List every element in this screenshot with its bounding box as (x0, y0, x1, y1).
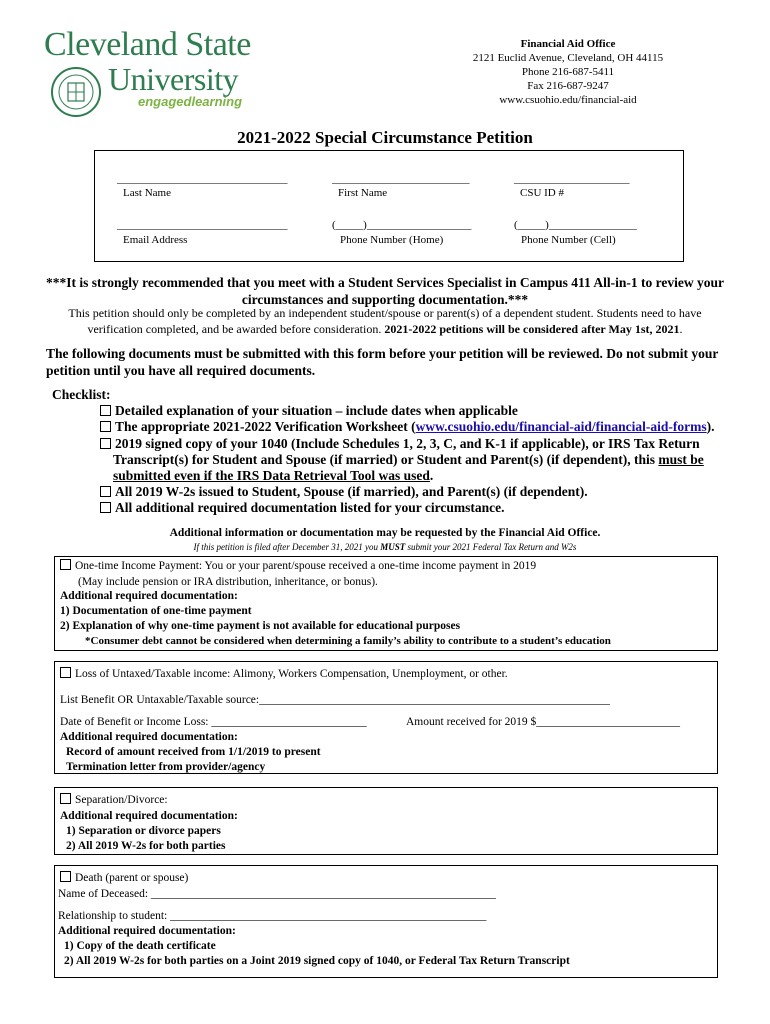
required-doc: 2) All 2019 W-2s for both parties (66, 840, 226, 852)
office-info (460, 37, 676, 107)
benefit-source-field[interactable]: List Benefit OR Untaxable/Taxable source:_____________________________________________________________ (60, 694, 610, 706)
option-text: Death (parent or spouse) (75, 872, 189, 884)
checklist-item[interactable] (100, 484, 588, 501)
email-label: Email Address (123, 234, 188, 246)
petition-note-text: This petition should only be completed by an independent student/spouse or parent(s) of a dependent student. Students need to have verification completed, and be awarded before consideration. (68, 306, 702, 336)
checkbox-icon[interactable] (60, 793, 71, 804)
must-submit-text: The following documents must be submitted with this form before your petition will be reviewed. Do not submit your petition until you have all required documents. (46, 346, 719, 378)
required-doc: 2) All 2019 W-2s for both parties on a Joint 2019 signed copy of 1040, or Federal Tax Return Transcript (64, 955, 570, 967)
checklist-item-text: Detailed explanation of your situation – include dates when applicable (115, 403, 518, 418)
logo-text-cleveland-state: Cleveland State (44, 26, 251, 63)
petition-date-note: 2021-2022 petitions will be considered after May 1st, 2021 (384, 322, 680, 336)
checkbox-icon[interactable] (100, 438, 111, 449)
option-text: Loss of Untaxed/Taxable income: Alimony, Workers Compensation, Unemployment, or other. (75, 668, 508, 680)
option-detail: (May include pension or IRA distribution, inheritance, or bonus). (78, 576, 378, 588)
office-phone: Phone 216-687-5411 (521, 66, 615, 78)
checkbox-icon[interactable] (60, 871, 71, 882)
checklist-item[interactable] (100, 419, 715, 436)
benefit-date-field[interactable]: Date of Benefit or Income Loss: ___________________________ (60, 716, 367, 728)
petition-note: This petition should only be completed by an independent student/spouse or parent(s) of a dependent student. Students need to have verification completed, and be awarded before consideration. 2021-2022 petitions will be considered after May 1st, 2021. (68, 306, 702, 336)
office-address: 2121 Euclid Avenue, Cleveland, OH 44115 (472, 52, 664, 64)
csu-id-label: CSU ID # (520, 187, 565, 199)
amount-received-field[interactable]: Amount received for 2019 $_________________________ (406, 716, 681, 728)
required-doc: Record of amount received from 1/1/2019 to present (66, 746, 321, 758)
checklist-item[interactable] (100, 500, 505, 517)
page-title: 2021-2022 Special Circumstance Petition (237, 128, 533, 147)
phone-home-label: Phone Number (Home) (340, 234, 444, 246)
phone-cell-label: Phone Number (Cell) (521, 234, 616, 246)
first-name-field[interactable]: _________________________ (332, 173, 470, 185)
checkbox-icon[interactable] (100, 421, 111, 432)
office-name: Financial Aid Office (520, 38, 616, 50)
checklist-item-text: All additional required documentation listed for your circumstance. (115, 500, 505, 515)
death-option[interactable] (60, 871, 188, 886)
additional-info-text: Additional information or documentation may be requested by the Financial Aid Office. (169, 527, 601, 539)
checkbox-icon[interactable] (100, 486, 111, 497)
required-doc: 1) Separation or divorce papers (66, 825, 221, 837)
consumer-debt-note: *Consumer debt cannot be considered when determining a family’s ability to contribute to a student’s education (85, 635, 611, 647)
checkbox-icon[interactable] (100, 405, 111, 416)
office-web[interactable]: www.csuohio.edu/financial-aid (499, 94, 637, 106)
required-doc: 1) Copy of the death certificate (64, 940, 216, 952)
university-seal-icon (50, 66, 102, 118)
option-text: Separation/Divorce: (75, 794, 168, 806)
relationship-field[interactable]: Relationship to student: _______________________________________________________ (58, 910, 487, 922)
checklist-item-text: The appropriate 2021-2022 Verification Worksheet ( (115, 419, 416, 434)
one-time-income-option[interactable] (60, 559, 536, 574)
checklist-item-text: 2019 signed copy of your 1040 (Include Schedules 1, 2, 3, C, and K-1 if applicable), or IRS Tax Return (115, 436, 700, 451)
checkbox-icon[interactable] (60, 559, 71, 570)
option-text: One-time Income Payment: You or your parent/spouse received a one-time income payment in 2019 (75, 560, 537, 572)
email-field[interactable]: _______________________________ (117, 219, 288, 231)
checklist-item-text: Transcript(s) for Student and Spouse (if married) or Student and Parent(s) (if dependent), this (113, 452, 659, 467)
last-name-label: Last Name (123, 187, 171, 199)
filing-note-text: If this petition is filed after December 31, 2021 you (193, 542, 381, 552)
additional-docs-heading: Additional required documentation: (60, 731, 238, 743)
additional-docs-heading: Additional required documentation: (60, 590, 238, 602)
loss-of-income-option[interactable] (60, 667, 508, 682)
required-doc: 2) Explanation of why one-time payment is not available for educational purposes (60, 620, 461, 632)
logo-tagline: engagedlearning (138, 94, 243, 109)
additional-docs-heading: Additional required documentation: (58, 925, 236, 937)
checklist-heading: Checklist: (52, 387, 111, 402)
last-name-field[interactable]: _______________________________ (117, 173, 288, 185)
additional-docs-heading: Additional required documentation: (60, 810, 238, 822)
checklist-item[interactable] (100, 436, 730, 453)
emphasis-text: submitted even if the IRS Data Retrieval Tool was used (113, 468, 430, 483)
filing-note-must: MUST (380, 542, 406, 552)
checklist-item-text: ). (706, 419, 715, 434)
checklist-item[interactable] (100, 403, 518, 420)
checklist-item-cont: submitted even if the IRS Data Retrieval Tool was used. (113, 468, 434, 483)
phone-cell-field[interactable]: (_____)________________ (514, 219, 637, 231)
deceased-name-field[interactable]: Name of Deceased: ____________________________________________________________ (58, 888, 496, 900)
required-doc: 1) Documentation of one-time payment (60, 605, 252, 617)
filing-note-text: submit your 2021 Federal Tax Return and W2s (405, 542, 577, 552)
checklist-item-text: All 2019 W-2s issued to Student, Spouse (if married), and Parent(s) (if dependent). (115, 484, 588, 499)
csu-id-field[interactable]: _____________________ (514, 173, 630, 185)
separation-option[interactable] (60, 793, 168, 808)
required-doc: Termination letter from provider/agency (66, 761, 266, 773)
checkbox-icon[interactable] (100, 502, 111, 513)
emphasis-text: must be (658, 452, 704, 467)
logo-text-university: University (108, 61, 239, 97)
checkbox-icon[interactable] (60, 667, 71, 678)
forms-link[interactable]: www.csuohio.edu/financial-aid/financial-aid-forms (415, 419, 707, 434)
recommendation-text: ***It is strongly recommended that you meet with a Student Services Specialist in Campus 411 All-in-1 to review your circumstances and supporting documentation.*** (46, 275, 724, 307)
office-fax: Fax 216-687-9247 (527, 80, 609, 92)
phone-home-field[interactable]: (_____)___________________ (332, 219, 472, 231)
filing-note (0, 542, 770, 552)
checklist-item-cont (113, 452, 733, 469)
first-name-label: First Name (338, 187, 388, 199)
